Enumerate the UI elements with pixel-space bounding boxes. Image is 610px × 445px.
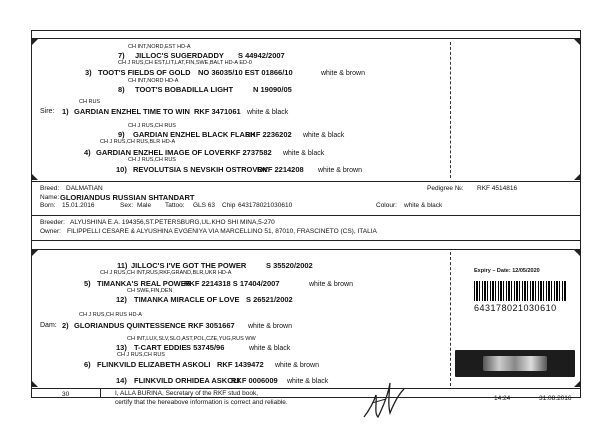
corner-mark-bottom-right	[574, 381, 580, 387]
divider-footer	[31, 388, 581, 389]
gg6-titles: CH SWE,FIN,DEN	[127, 288, 173, 294]
hologram-sticker	[455, 350, 575, 377]
g3-number: 5)	[84, 279, 91, 288]
pedigree-label: Pedigree №:	[427, 185, 464, 192]
gg5-number: 11)	[117, 261, 128, 270]
sire-titles: CH RUS	[79, 99, 101, 105]
owner-value: FILIPPELLI CESARE & ALYUSHINA EVGENIYA VIA MARCELLINO 51, 87010, FRASCINETO (CS), ITALIA	[67, 228, 377, 235]
sex-value: Male	[137, 202, 152, 209]
g4-number: 6)	[84, 360, 91, 369]
gg4-color: white & brown	[318, 167, 362, 174]
born-label: Born:	[40, 202, 56, 209]
colour-value: white & black	[404, 202, 443, 209]
gg8-name: FLINKVILD ORHIDEA ASKOLI	[134, 376, 240, 385]
dashed-separator-sire	[450, 42, 451, 178]
g3-color: white & brown	[309, 281, 353, 288]
barcode-image	[474, 281, 566, 301]
corner-mark-bottom-left	[32, 381, 38, 387]
tattoo-label: Tattoo:	[165, 202, 185, 209]
gg8-reg: RKF 0006009	[231, 376, 278, 385]
hologram-foil	[483, 356, 547, 371]
gg7-name: T-CART EDDIE	[134, 343, 187, 352]
g4-color: white & brown	[275, 362, 319, 369]
dog-name: GLORIANDUS RUSSIAN SHTANDART	[60, 193, 195, 202]
sire-reg: RKF 3471061	[194, 107, 241, 116]
pedigree-number: RKF 4514816	[477, 185, 518, 192]
gg1-titles: CH INT,NORD,EST HD-A	[128, 44, 191, 50]
breeder-label: Breeder:	[40, 219, 65, 226]
gg2-number: 8)	[118, 85, 125, 94]
g4-titles: CH J RUS,CH RUS	[117, 352, 165, 358]
gg4-titles: CH J RUS,CH RUS	[128, 157, 176, 163]
breeder-value: ALYUSHINA E.A. 194356,ST.PETERSBURG,UL.KHO SHI MINA,5-270	[70, 219, 275, 226]
g2-number: 4)	[84, 148, 91, 157]
gg4-number: 10)	[116, 165, 127, 174]
divider-footer-vertical	[100, 388, 101, 398]
gg8-color: white & black	[287, 378, 329, 385]
gg3-color: white & black	[303, 132, 345, 139]
signature-image	[360, 373, 410, 423]
g1-reg: NO 36035/10 EST 01866/10	[198, 68, 293, 77]
ggg-titles: CH J RUS,CH EST,LIT,LAT,FIN,SWE,BALT HD-A ED-0	[118, 60, 252, 66]
corner-mark-top-right	[574, 39, 580, 45]
g1-color: white & brown	[321, 70, 365, 77]
gg1-name: JILLOC'S SUGERDADDY	[135, 51, 224, 60]
corner-mark-top-left	[32, 39, 38, 45]
gg2-name: TOOT'S BOBADILLA LIGHT	[135, 85, 234, 94]
corner-mark-mid-right	[574, 174, 580, 180]
chip-value: 643178021030610	[238, 202, 293, 209]
dam-color: white & brown	[248, 323, 292, 330]
certification-line-1: I, ALLA BURINA, Secretary of the RKF stud book,	[115, 390, 259, 397]
sire-number: 1)	[62, 107, 69, 116]
corner-mark-mid-left	[32, 174, 38, 180]
dam-name: GLORIANDUS QUINTESSENCE	[74, 321, 186, 330]
g1-number: 3)	[85, 68, 92, 77]
gg6-number: 12)	[116, 295, 127, 304]
gg7-titles: CH INT,LUX,SLV,SLO,AST,POL,CZE,YUG,RUS WW	[127, 336, 256, 342]
owner-label: Owner:	[40, 228, 61, 235]
divider-owner-bottom	[31, 240, 581, 241]
gg7-color: white & black	[249, 345, 291, 352]
page-number: 30	[62, 391, 70, 398]
tattoo-value: GLS 63	[193, 202, 216, 209]
gg3-number: 9)	[118, 130, 125, 139]
divider-sire-bottom	[31, 181, 581, 182]
gg7-reg: S 53745/96	[186, 343, 225, 352]
divider-top	[31, 38, 581, 39]
sire-color: white & black	[247, 109, 289, 116]
divider-breeder	[31, 215, 581, 216]
sticker-chip-number: 643178021030610	[474, 303, 557, 313]
g3-name: TIMANKA'S REAL POWER	[97, 279, 192, 288]
gg3-name: GARDIAN ENZHEL BLACK FLASH	[133, 130, 256, 139]
print-date: 31.08.2016	[539, 395, 572, 402]
g4-reg: RKF 1439472	[217, 360, 264, 369]
gg6-reg: S 26521/2002	[246, 295, 293, 304]
g3-titles: CH J RUS,CH INT,RUS,RKF,GRAND,BLR,UKR HD-A	[100, 270, 232, 276]
g2-titles: CH J RUS,CH RUS,BLR HD-A	[100, 139, 176, 145]
breed-value: DALMATIAN	[66, 185, 103, 192]
dam-reg: RKF 3051667	[188, 321, 235, 330]
divider-dam-top	[31, 249, 581, 250]
dam-number: 2)	[62, 321, 69, 330]
sire-label: Sire:	[40, 108, 55, 115]
g1-name: TOOT'S FIELDS OF GOLD	[98, 68, 191, 77]
sire-name: GARDIAN ENZHEL TIME TO WIN	[74, 107, 190, 116]
chip-label: Chip	[222, 202, 236, 209]
gg2-titles: CH INT,NORD HD-A	[128, 78, 179, 84]
gg1-reg: S 44942/2007	[238, 51, 285, 60]
gg6-name: TIMANKA MIRACLE OF LOVE	[134, 295, 240, 304]
gg3-titles: CH J RUS,CH RUS	[128, 123, 176, 129]
g3-reg: RKF 2214318 S 17404/2007	[184, 279, 280, 288]
dam-titles: CH J RUS,CH RUS HD-A	[79, 312, 142, 318]
pedigree-frame	[31, 30, 581, 398]
breed-label: Breed:	[40, 185, 60, 192]
g2-color: white & black	[283, 150, 325, 157]
certification-line-2: certify that the hereabove information is correct and reliable.	[115, 399, 288, 406]
corner-mark-dam-right	[574, 250, 580, 256]
gg4-name: REVOLUTSIA S NEVSKIH OSTROVOV	[133, 165, 269, 174]
g2-name: GARDIAN ENZHEL IMAGE OF LOVE	[96, 148, 225, 157]
dam-label: Dam:	[40, 322, 57, 329]
g2-reg: RKF 2737582	[225, 148, 272, 157]
gg5-reg: S 35520/2002	[266, 261, 313, 270]
colour-label: Colour:	[376, 202, 397, 209]
gg5-name: JILLOC'S I'VE GOT THE POWER	[131, 261, 247, 270]
name-label: Name:	[40, 194, 60, 201]
print-time: 14:24	[494, 395, 511, 402]
corner-mark-dam-left	[32, 250, 38, 256]
sticker-expiry: Expiry – Date: 12/05/2020	[474, 268, 540, 274]
gg7-number: 13)	[116, 343, 127, 352]
gg1-number: 7)	[118, 51, 125, 60]
gg4-reg: RKF 2214208	[257, 165, 304, 174]
dashed-separator-dam	[450, 252, 451, 386]
gg8-number: 14)	[116, 376, 127, 385]
sex-label: Sex:	[120, 202, 134, 209]
gg2-reg: N 19090/05	[253, 85, 292, 94]
g4-name: FLINKVILD ELIZABETH ASKOLI	[97, 360, 211, 369]
gg3-reg: RKF 2236202	[245, 130, 292, 139]
born-value: 15.01.2016	[62, 202, 95, 209]
